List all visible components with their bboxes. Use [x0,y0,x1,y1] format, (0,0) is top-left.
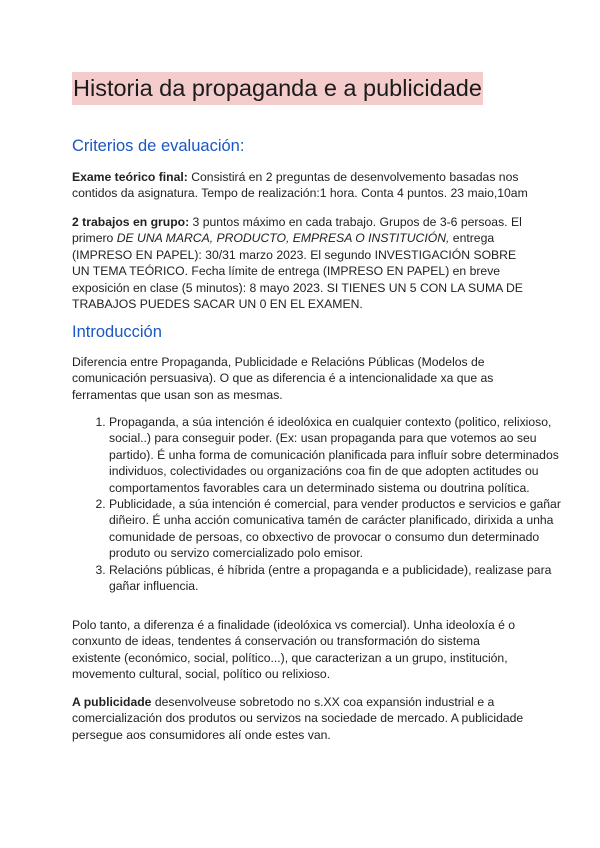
group-work-paragraph [72,214,530,312]
conclusion-paragraph: Polo tanto, a diferenza é a finalidade (ideolóxica vs comercial). Unha ideoloxía é o conxunto de ideas, tendentes á conservación ou transformación do sistema existente (económico, social, político...), que caracterizan a un grupo, institución, movemento cultural, social, político ou relixioso. [72,618,516,682]
intro-paragraph: Diferencia entre Propaganda, Publicidade e Relacións Públicas (Modelos de comunicación persuasiva). O que as diferencia é a intencionalidade xa que as ferramentas que usan son as mesmas. [72,355,494,402]
publicidade-text: desenvolveuse sobretodo no s.XX coa expansión industrial e a comercialización dos produtos ou servizos na sociedade de mercado. A publicidade persegue aos consumidores alí onde estes van. [72,695,524,742]
exam-paragraph [72,169,530,202]
list-item-relacions-publicas: 3. Relacións públicas, é híbrida (entre a propaganda e a publicidade), realizase para gañar influencia. [109,562,567,595]
criterios-heading: Criterios de evaluación: [72,137,245,155]
group-label: 2 trabajos en grupo: [72,215,190,229]
group-italic: DE UNA MARCA, PRODUCTO, EMPRESA O INSTITUCIÓN, [116,231,450,246]
exam-label: Exame teórico final: [72,170,188,184]
introduccion-heading: Introducción [72,323,162,341]
list-item-propaganda: 1. Propaganda, a súa intención é ideolóxica en cualquier contexto (politico, relixioso, social..) para conseguir poder. (Ex: usan propaganda para que votemos ao seu partido). É unha forma de comunicación planificada para influír sobre determinados individuos, colectividades ou organizacións coa fin de que adopten actitudes ou comportamentos favorables cara un determinado sistema ou doutrina política. [109,414,567,496]
document-title: Historia da propaganda e a publicidade [72,72,483,105]
comparison-list [72,414,567,594]
group-text-2: entrega (IMPRESO EN PAPEL): 30/31 marzo 2023. El segundo INVESTIGACIÓN SOBRE UN TEMA TEÓRICO. Fecha límite de entrega (IMPRESO EN PAPEL) en breve exposición en clase (5 minutos): 8 mayo 2023. SI TIENES UN 5 CON LA SUMA DE TRABAJOS PUEDES SACAR UN 0 EN EL EXAMEN. [72,231,523,312]
publicidade-label: A publicidade [72,695,152,709]
list-item-publicidade: 2. Publicidade, a súa intención é comercial, para vender productos e servicios e gañar diñeiro. É unha acción comunicativa tamén de carácter planificado, dirixida a unha comunidade de persoas, co obxectivo de provocar o consumo dun determinado produto ou servizo comercializado polo emisor. [109,496,567,562]
exam-text: Consistirá en 2 preguntas de desenvolvemento basadas nos contidos da asignatura. Tempo de realización:1 hora. Conta 4 puntos. 23 maio,10am [72,170,528,201]
group-text-1: 3 puntos máximo en cada trabajo. Grupos de 3-6 persoas. El primero [72,215,522,246]
publicidade-paragraph [72,694,530,743]
